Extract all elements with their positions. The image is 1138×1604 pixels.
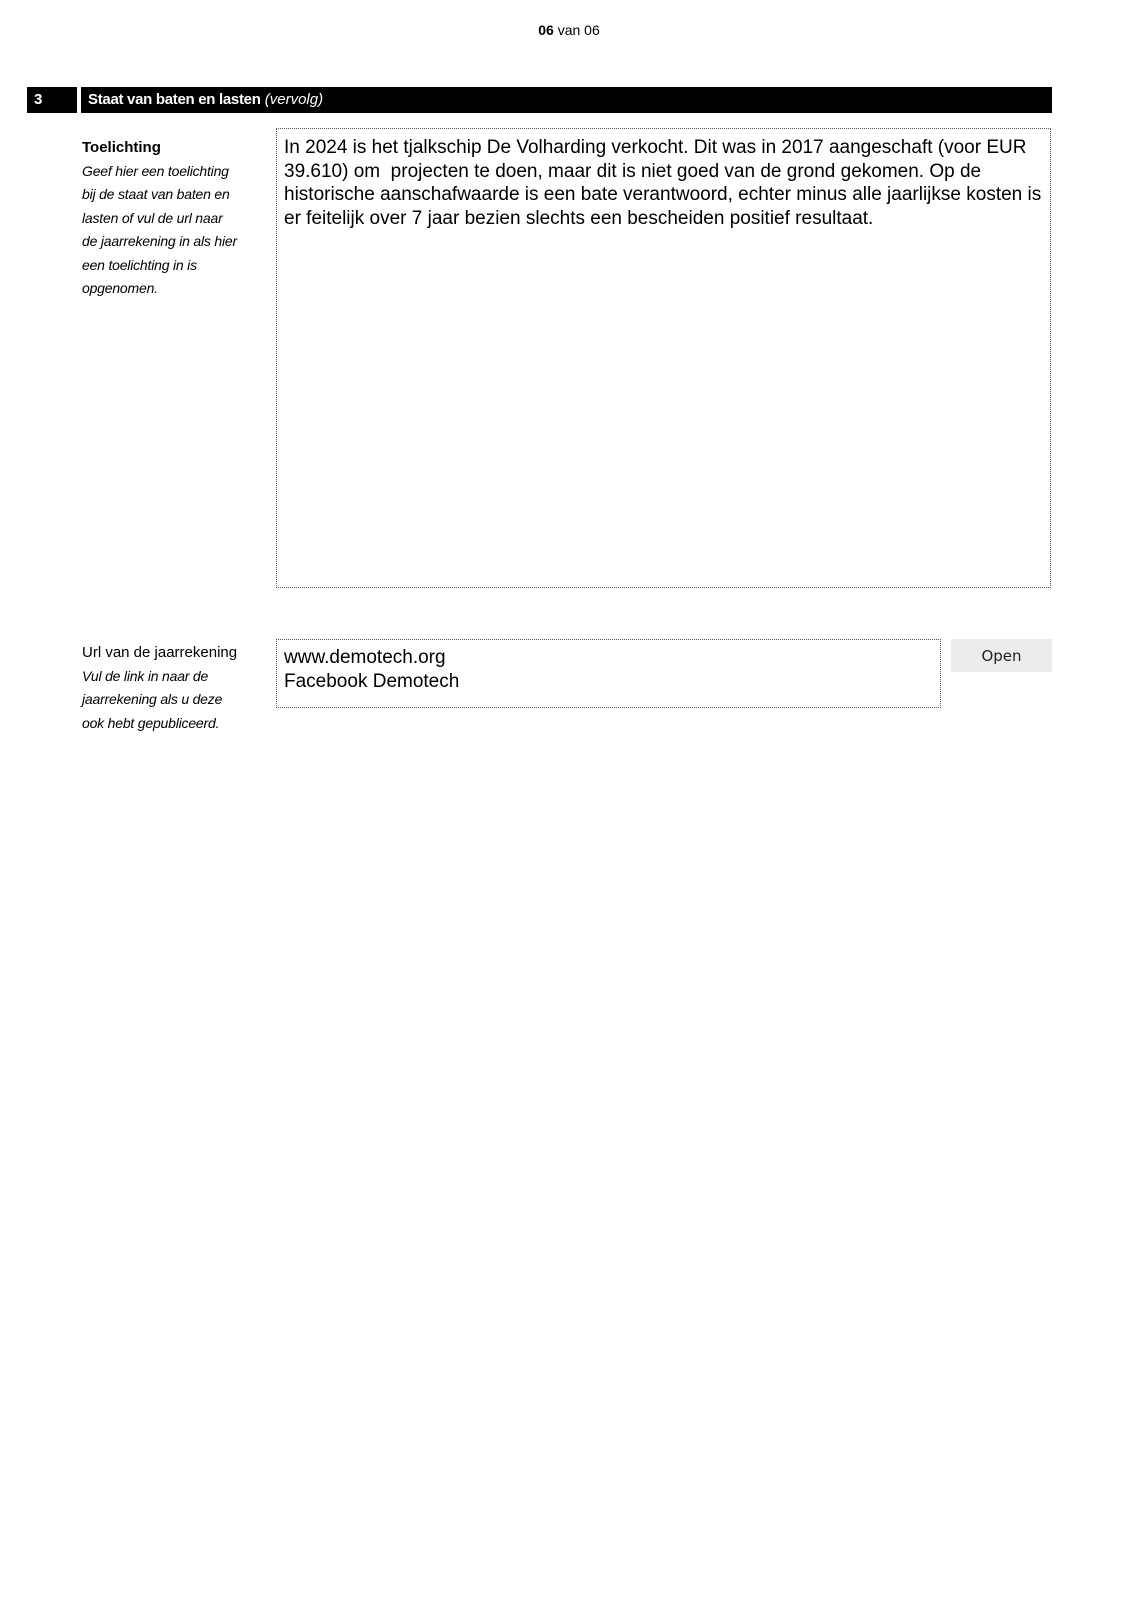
page-separator: van xyxy=(557,22,581,38)
page-total: 06 xyxy=(584,22,600,38)
section-header xyxy=(81,87,1052,113)
section-subtitle: (vervolg) xyxy=(264,91,324,108)
page-current: 06 xyxy=(538,22,554,38)
page-number xyxy=(0,22,1138,38)
toelichting-label xyxy=(82,136,257,301)
url-hint-line: ook hebt gepubliceerd. xyxy=(82,714,220,731)
toelichting-hint-line: opgenomen. xyxy=(82,280,158,296)
toelichting-hint-line: lasten of vul de url naar xyxy=(82,209,223,226)
toelichting-heading: Toelichting xyxy=(82,139,161,156)
section-title: Staat van baten en lasten xyxy=(88,91,261,108)
toelichting-hint-line: een toelichting in is xyxy=(82,256,197,273)
toelichting-hint-line: Geef hier een toelichting xyxy=(82,162,229,179)
url-label xyxy=(82,641,257,735)
section-number: 3 xyxy=(27,87,77,113)
open-button[interactable]: Open xyxy=(951,639,1052,672)
toelichting-hint-line: de jaarrekening in als hier xyxy=(82,233,237,249)
url-hint-line: Vul de link in naar de xyxy=(82,667,209,684)
toelichting-hint-line: bij de staat van baten en xyxy=(82,186,230,202)
toelichting-textarea[interactable]: In 2024 is het tjalkschip De Volharding verkocht. Dit was in 2017 aangeschaft (voor EUR 39.610) om projecten te doen, maar dit is niet goed van de grond gekomen. Op de historische aanschafwaarde is een bate verantwoord, echter minus alle jaarlijkse kosten is er feitelijk over 7 jaar bezien slechts een bescheiden positief resultaat. xyxy=(276,128,1051,588)
url-input[interactable]: www.demotech.org Facebook Demotech xyxy=(276,639,941,708)
url-hint-line: jaarrekening als u deze xyxy=(82,691,223,707)
url-heading: Url van de jaarrekening xyxy=(82,644,238,661)
